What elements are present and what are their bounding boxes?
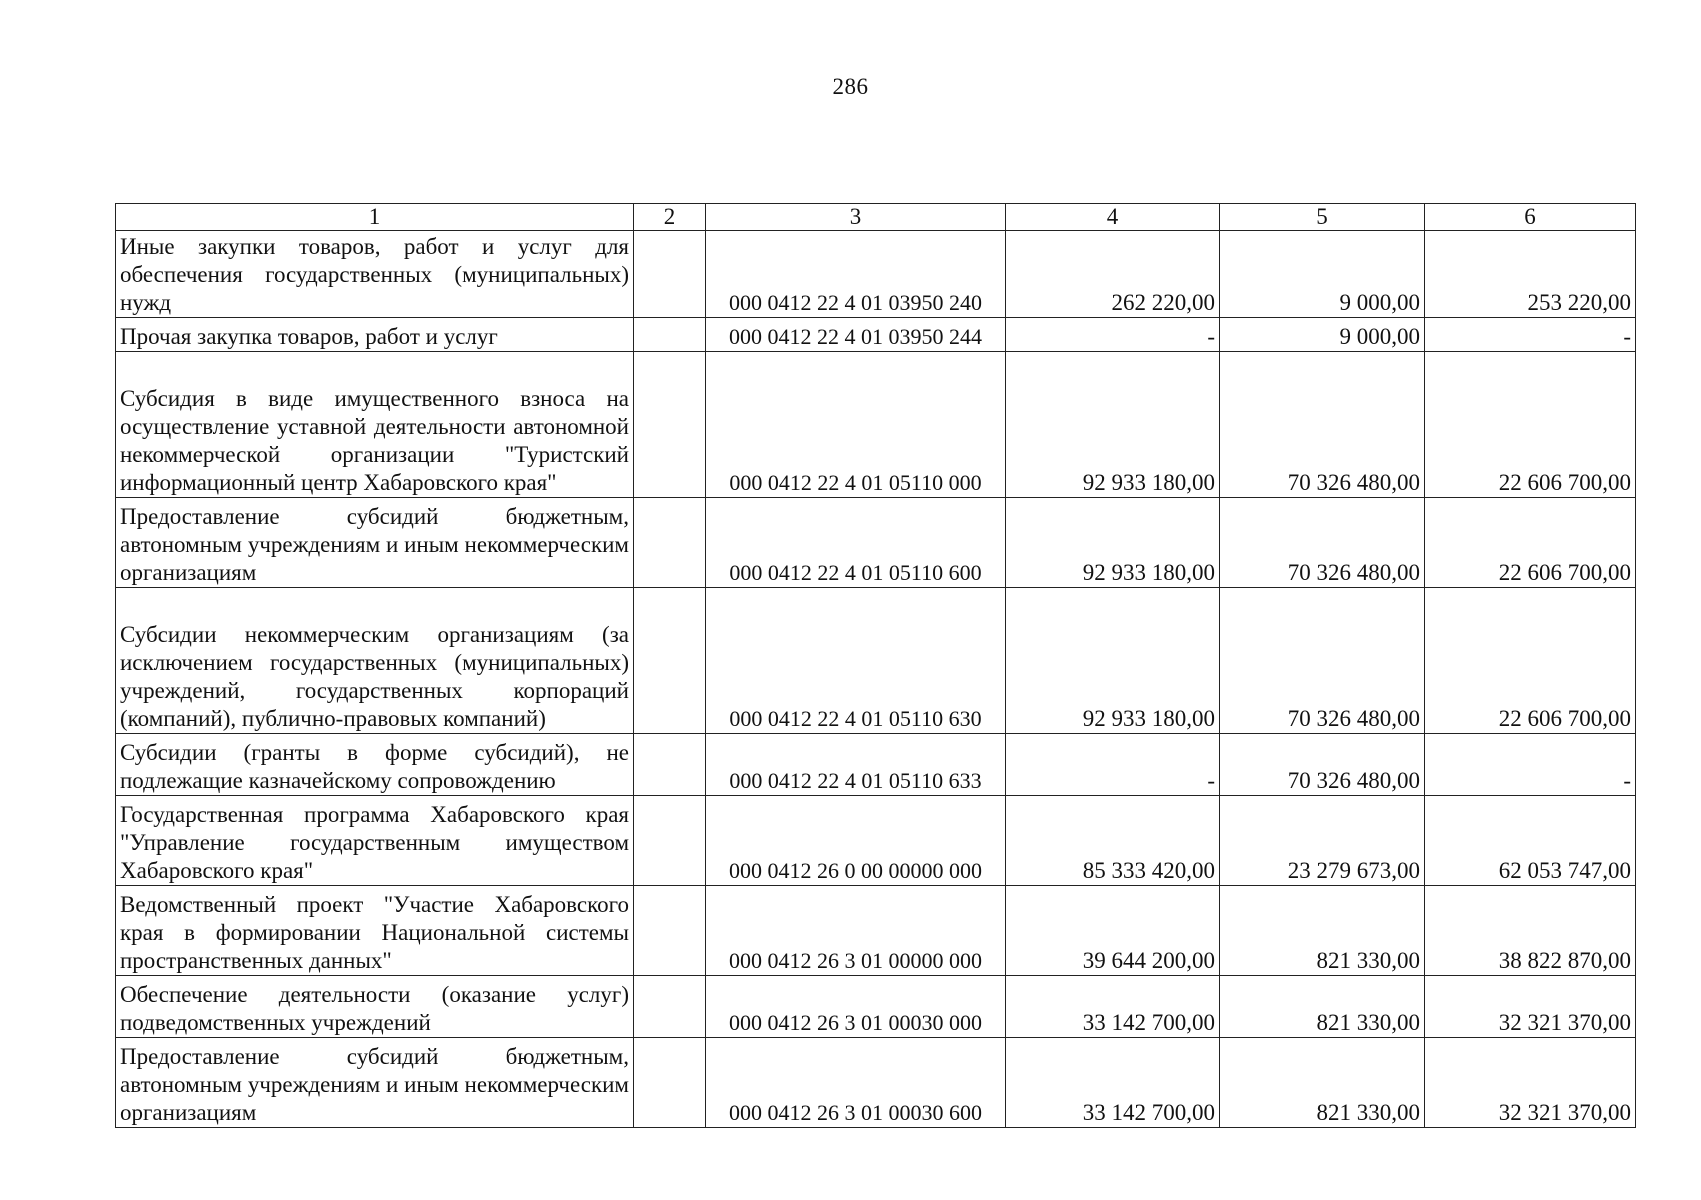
row-col2 bbox=[634, 498, 706, 588]
row-col2 bbox=[634, 976, 706, 1038]
row-budget-code: 000 0412 22 4 01 05110 000 bbox=[706, 352, 1006, 498]
table-row bbox=[116, 796, 1636, 886]
row-amount-4: 92 933 180,00 bbox=[1006, 498, 1220, 588]
row-amount-6: 38 822 870,00 bbox=[1425, 886, 1636, 976]
row-amount-5: 821 330,00 bbox=[1220, 976, 1425, 1038]
row-amount-5: 821 330,00 bbox=[1220, 1038, 1425, 1128]
table-row bbox=[116, 588, 1636, 734]
row-amount-6: 22 606 700,00 bbox=[1425, 588, 1636, 734]
row-budget-code: 000 0412 26 3 01 00000 000 bbox=[706, 886, 1006, 976]
row-amount-5: 70 326 480,00 bbox=[1220, 352, 1425, 498]
row-amount-6: 32 321 370,00 bbox=[1425, 1038, 1636, 1128]
row-amount-4: - bbox=[1006, 734, 1220, 796]
row-description: Субсидии (гранты в форме субсидий), не подлежащие казначейскому сопровождению bbox=[116, 734, 634, 796]
column-header-1: 1 bbox=[116, 204, 634, 231]
row-amount-5: 23 279 673,00 bbox=[1220, 796, 1425, 886]
row-budget-code: 000 0412 22 4 01 05110 630 bbox=[706, 588, 1006, 734]
header-row bbox=[116, 204, 1636, 231]
row-budget-code: 000 0412 26 3 01 00030 000 bbox=[706, 976, 1006, 1038]
row-amount-4: 262 220,00 bbox=[1006, 231, 1220, 318]
row-amount-6: 22 606 700,00 bbox=[1425, 498, 1636, 588]
page-number: 286 bbox=[832, 74, 869, 99]
row-budget-code: 000 0412 22 4 01 03950 240 bbox=[706, 231, 1006, 318]
column-header-5: 5 bbox=[1220, 204, 1425, 231]
row-amount-4: 92 933 180,00 bbox=[1006, 352, 1220, 498]
row-budget-code: 000 0412 22 4 01 05110 633 bbox=[706, 734, 1006, 796]
table-row bbox=[116, 886, 1636, 976]
row-amount-6: 32 321 370,00 bbox=[1425, 976, 1636, 1038]
table-row bbox=[116, 352, 1636, 498]
column-header-3: 3 bbox=[706, 204, 1006, 231]
row-amount-6: 253 220,00 bbox=[1425, 231, 1636, 318]
row-budget-code: 000 0412 26 3 01 00030 600 bbox=[706, 1038, 1006, 1128]
row-description: Субсидия в виде имущественного взноса на осуществление уставной деятельности автономной некоммерческой организации "Туристский информационный центр Хабаровского края" bbox=[116, 352, 634, 498]
table-row bbox=[116, 231, 1636, 318]
row-description: Государственная программа Хабаровского края "Управление государственным имуществом Хабаровского края" bbox=[116, 796, 634, 886]
row-amount-4: 33 142 700,00 bbox=[1006, 976, 1220, 1038]
column-header-2: 2 bbox=[634, 204, 706, 231]
row-amount-6: - bbox=[1425, 318, 1636, 352]
row-description: Иные закупки товаров, работ и услуг для обеспечения государственных (муниципальных) нужд bbox=[116, 231, 634, 318]
row-description: Ведомственный проект "Участие Хабаровского края в формировании Национальной системы пространственных данных" bbox=[116, 886, 634, 976]
row-amount-5: 70 326 480,00 bbox=[1220, 734, 1425, 796]
row-col2 bbox=[634, 231, 706, 318]
row-amount-5: 70 326 480,00 bbox=[1220, 588, 1425, 734]
row-amount-4: 85 333 420,00 bbox=[1006, 796, 1220, 886]
table-row bbox=[116, 1038, 1636, 1128]
table-body bbox=[116, 231, 1636, 1128]
table-header bbox=[116, 204, 1636, 231]
row-amount-4: 39 644 200,00 bbox=[1006, 886, 1220, 976]
row-description: Субсидии некоммерческим организациям (за исключением государственных (муниципальных) учреждений, государственных корпораций (компаний), публично-правовых компаний) bbox=[116, 588, 634, 734]
row-amount-6: - bbox=[1425, 734, 1636, 796]
table-row bbox=[116, 734, 1636, 796]
column-header-4: 4 bbox=[1006, 204, 1220, 231]
row-budget-code: 000 0412 22 4 01 05110 600 bbox=[706, 498, 1006, 588]
row-col2 bbox=[634, 734, 706, 796]
row-description: Предоставление субсидий бюджетным, автономным учреждениям и иным некоммерческим организациям bbox=[116, 1038, 634, 1128]
column-header-6: 6 bbox=[1425, 204, 1636, 231]
row-col2 bbox=[634, 352, 706, 498]
row-col2 bbox=[634, 796, 706, 886]
row-col2 bbox=[634, 318, 706, 352]
row-budget-code: 000 0412 22 4 01 03950 244 bbox=[706, 318, 1006, 352]
row-amount-5: 70 326 480,00 bbox=[1220, 498, 1425, 588]
row-description: Предоставление субсидий бюджетным, автономным учреждениям и иным некоммерческим организациям bbox=[116, 498, 634, 588]
row-amount-6: 62 053 747,00 bbox=[1425, 796, 1636, 886]
row-budget-code: 000 0412 26 0 00 00000 000 bbox=[706, 796, 1006, 886]
row-amount-4: 92 933 180,00 bbox=[1006, 588, 1220, 734]
row-col2 bbox=[634, 588, 706, 734]
row-description: Обеспечение деятельности (оказание услуг) подведомственных учреждений bbox=[116, 976, 634, 1038]
row-amount-6: 22 606 700,00 bbox=[1425, 352, 1636, 498]
row-amount-5: 9 000,00 bbox=[1220, 231, 1425, 318]
table-row bbox=[116, 976, 1636, 1038]
row-col2 bbox=[634, 1038, 706, 1128]
budget-table bbox=[115, 203, 1636, 1128]
row-amount-4: - bbox=[1006, 318, 1220, 352]
row-amount-4: 33 142 700,00 bbox=[1006, 1038, 1220, 1128]
row-amount-5: 9 000,00 bbox=[1220, 318, 1425, 352]
table-row bbox=[116, 498, 1636, 588]
row-description: Прочая закупка товаров, работ и услуг bbox=[116, 318, 634, 352]
row-amount-5: 821 330,00 bbox=[1220, 886, 1425, 976]
table-row bbox=[116, 318, 1636, 352]
row-col2 bbox=[634, 886, 706, 976]
